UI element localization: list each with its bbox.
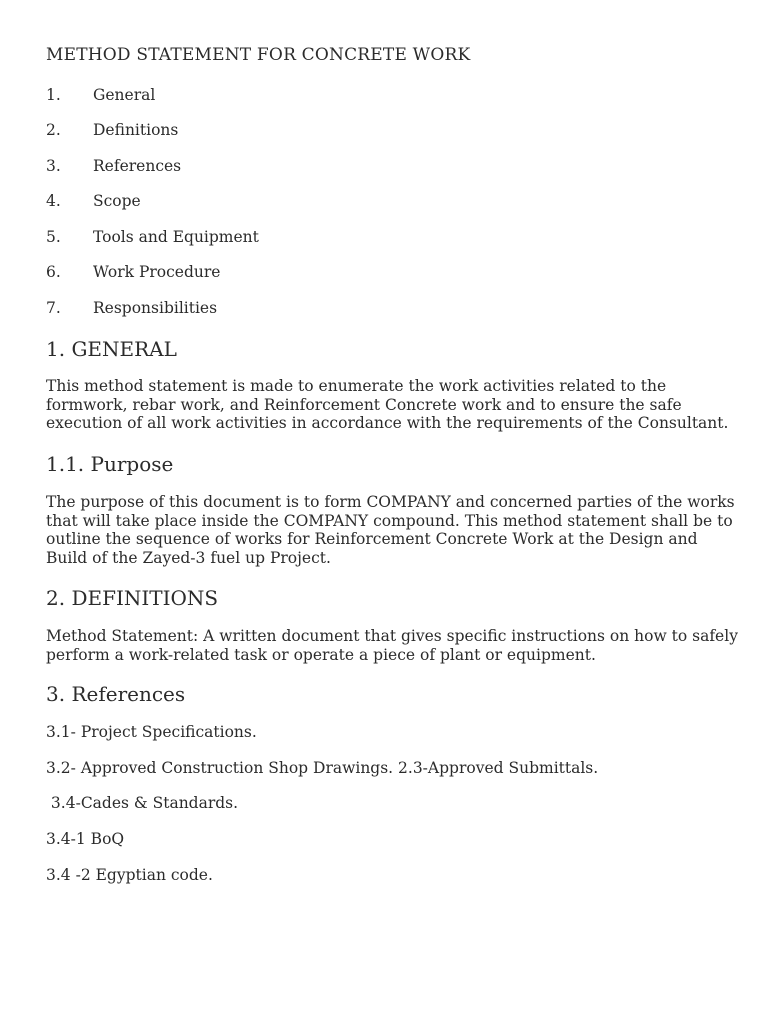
section-heading-definitions: 2. DEFINITIONS bbox=[46, 586, 219, 610]
reference-item: 3.1- Project Specifications. bbox=[46, 723, 257, 741]
paragraph-line: outline the sequence of works for Reinforcement Concrete Work at the Design and bbox=[46, 530, 698, 549]
toc-label: References bbox=[93, 157, 182, 175]
toc-label: Responsibilities bbox=[93, 299, 218, 317]
reference-item: 3.4 -2 Egyptian code. bbox=[46, 866, 213, 884]
paragraph-line: Method Statement: A written document that gives specific instructions on how to safely bbox=[46, 627, 738, 645]
paragraph-line: that will take place inside the COMPANY compound. This method statement shall be to bbox=[46, 511, 733, 530]
toc-number: 7. bbox=[46, 299, 61, 317]
toc-label: Definitions bbox=[93, 121, 179, 139]
reference-item: 3.4-1 BoQ bbox=[46, 830, 125, 848]
reference-item: 3.2- Approved Construction Shop Drawings. 2.3-Approved Submittals. bbox=[46, 759, 599, 777]
document-title: METHOD STATEMENT FOR CONCRETE WORK bbox=[46, 45, 471, 65]
paragraph-line: formwork, rebar work, and Reinforcement Concrete work and to ensure the safe bbox=[46, 395, 682, 414]
toc-number: 4. bbox=[46, 192, 61, 210]
toc-label: Scope bbox=[93, 192, 141, 210]
paragraph-line: The purpose of this document is to form COMPANY and concerned parties of the works bbox=[46, 493, 735, 511]
toc-label: Tools and Equipment bbox=[93, 228, 259, 246]
definitions-paragraph bbox=[46, 627, 736, 664]
paragraph-line: This method statement is made to enumerate the work activities related to the bbox=[46, 377, 667, 395]
reference-item: 3.4-Cades & Standards. bbox=[46, 794, 239, 812]
toc-item bbox=[46, 121, 178, 139]
toc-number: 5. bbox=[46, 228, 61, 246]
section-heading-purpose: 1.1. Purpose bbox=[46, 452, 174, 476]
toc-item bbox=[46, 299, 217, 317]
toc-number: 6. bbox=[46, 263, 61, 281]
paragraph-line: perform a work-related task or operate a piece of plant or equipment. bbox=[46, 645, 596, 664]
toc-number: 1. bbox=[46, 86, 61, 104]
section-heading-references: 3. References bbox=[46, 682, 186, 706]
toc-label: Work Procedure bbox=[93, 263, 221, 281]
toc-item bbox=[46, 263, 220, 281]
toc-item bbox=[46, 157, 181, 175]
paragraph-line: Build of the Zayed-3 fuel up Project. bbox=[46, 549, 331, 568]
purpose-paragraph bbox=[46, 493, 736, 568]
toc-number: 2. bbox=[46, 121, 61, 139]
general-paragraph bbox=[46, 377, 736, 433]
toc-item bbox=[46, 228, 259, 246]
paragraph-line: execution of all work activities in accordance with the requirements of the Consultant. bbox=[46, 414, 729, 433]
section-heading-general: 1. GENERAL bbox=[46, 337, 177, 361]
toc-item bbox=[46, 86, 155, 104]
toc-item bbox=[46, 192, 141, 210]
toc-label: General bbox=[93, 86, 156, 104]
toc-number: 3. bbox=[46, 157, 61, 175]
